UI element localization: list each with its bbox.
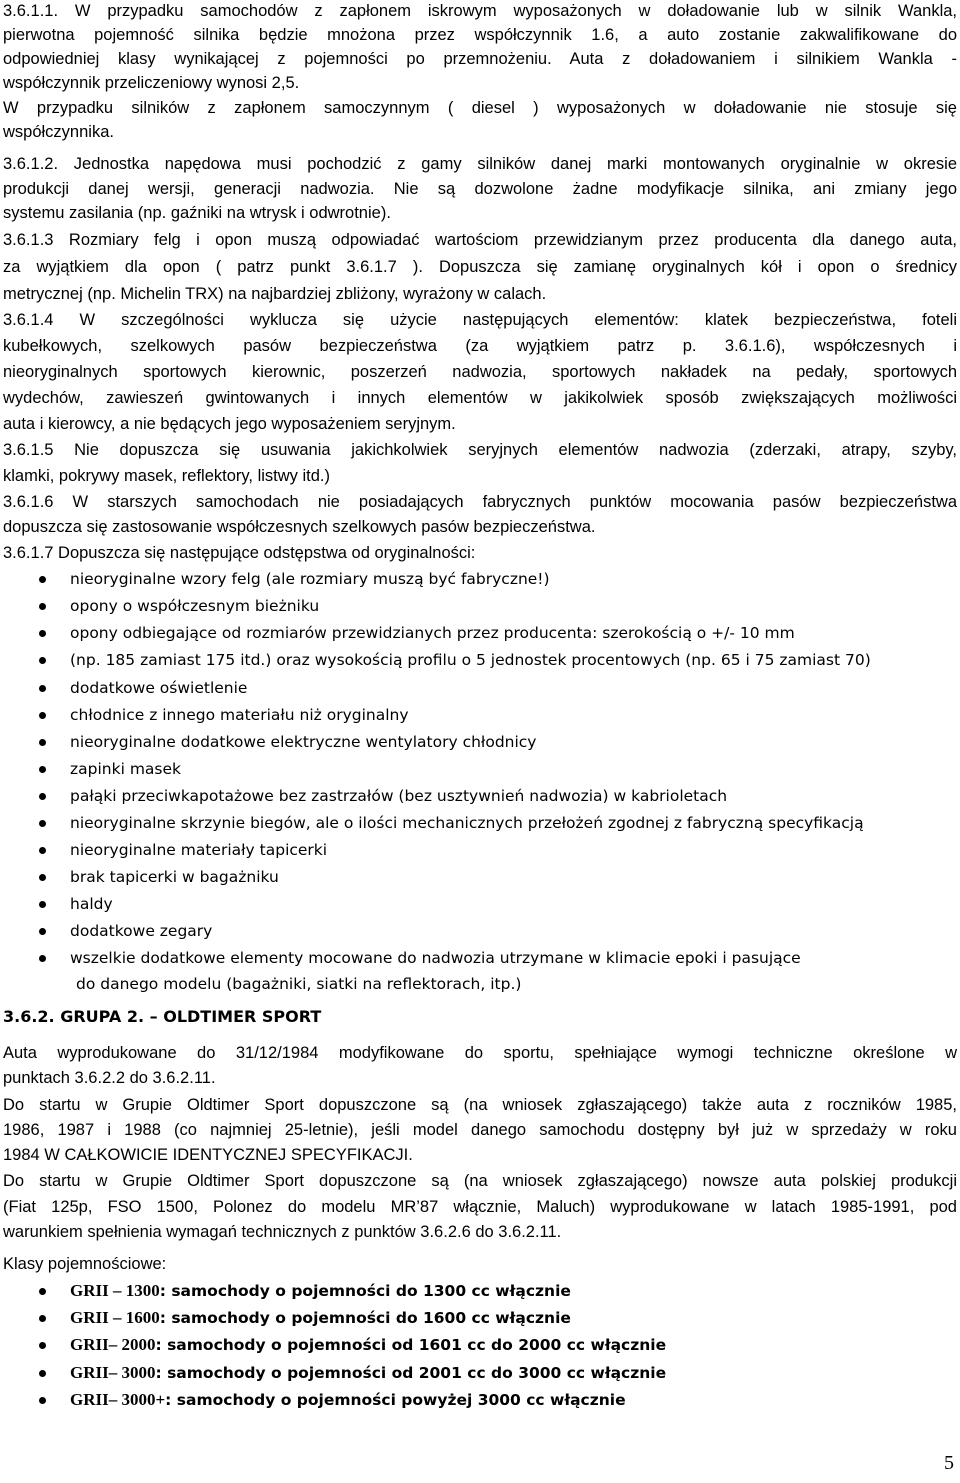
list-item-text: nieoryginalne skrzynie biegów, ale o ilości mechanicznych przełożeń zgodnej z fabryczną specyfikacją bbox=[70, 814, 864, 832]
paragraph-line: wydechów, zawieszeń gwintowanych i innych elementów w jakikolwiek sposób zwiększających możliwości bbox=[3, 389, 957, 407]
list-item-text: wszelkie dodatkowe elementy mocowane do nadwozia utrzymane w klimacie epoki i pasujące bbox=[70, 949, 801, 967]
bullet-icon bbox=[39, 603, 46, 610]
class-item-text bbox=[70, 1279, 571, 1303]
list-item bbox=[3, 594, 957, 618]
list-item bbox=[3, 892, 957, 916]
list-item-text: (np. 185 zamiast 175 itd.) oraz wysokością profilu o 5 jednostek procentowych (np. 65 i 75 zamiast 70) bbox=[70, 651, 871, 669]
class-description: : samochody o pojemności od 2001 cc do 3000 cc włącznie bbox=[155, 1364, 667, 1382]
class-item-text bbox=[70, 1361, 666, 1385]
class-item bbox=[3, 1388, 957, 1412]
paragraph-line: 3.6.1.7 Dopuszcza się następujące odstępstwa od oryginalności: bbox=[3, 544, 476, 562]
list-item-text: zapinki masek bbox=[70, 760, 181, 778]
list-item-text: dodatkowe zegary bbox=[70, 922, 213, 940]
bullet-icon bbox=[39, 1397, 46, 1404]
bullet-icon bbox=[39, 685, 46, 692]
list-item bbox=[3, 703, 957, 727]
class-code: GRII– 3000 bbox=[70, 1363, 156, 1382]
page-number: 5 bbox=[944, 1452, 954, 1474]
paragraph-line: Auta wyprodukowane do 31/12/1984 modyfikowane do sportu, spełniające wymogi techniczne określone w bbox=[3, 1044, 957, 1062]
class-code: GRII– 2000 bbox=[70, 1335, 156, 1354]
list-item bbox=[3, 621, 957, 645]
paragraph-line: 1984 W CAŁKOWICIE IDENTYCZNEJ SPECYFIKACJI. bbox=[3, 1146, 413, 1164]
bullet-icon bbox=[39, 1288, 46, 1295]
paragraph-line: 3.6.1.6 W starszych samochodach nie posiadających fabrycznych punktów mocowania pasów bezpieczeństwa bbox=[3, 493, 957, 511]
paragraph-line: warunkiem spełnienia wymagań technicznych z punktów 3.6.2.6 do 3.6.2.11. bbox=[3, 1223, 562, 1241]
paragraph-line: dopuszcza się zastosowanie współczesnych szelkowych pasów bezpieczeństwa. bbox=[3, 518, 596, 536]
paragraph-line: nieoryginalnych sportowych kierownic, poszerzeń nadwozia, sportowych nakładek na pedały, sportowych bbox=[3, 363, 957, 381]
bullet-icon bbox=[39, 766, 46, 773]
list-item-text: nieoryginalne wzory felg (ale rozmiary muszą być fabryczne!) bbox=[70, 570, 550, 588]
bullet-icon bbox=[39, 847, 46, 854]
bullet-icon bbox=[39, 793, 46, 800]
paragraph-line: odpowiedniej klasy wynikającej z pojemności po przemnożeniu. Auta z doładowaniem i silnikiem Wankla - bbox=[3, 50, 957, 68]
paragraph-line: 3.6.1.2. Jednostka napędowa musi pochodzić z gamy silników danej marki montowanych oryginalnie w okresie bbox=[3, 155, 957, 173]
bullet-icon bbox=[39, 901, 46, 908]
paragraph-line: auta i kierowcy, a nie będących jego wyposażeniem seryjnym. bbox=[3, 415, 456, 433]
list-item-text: brak tapicerki w bagażniku bbox=[70, 868, 279, 886]
paragraph-line: 3.6.1.4 W szczególności wyklucza się użycie następujących elementów: klatek bezpieczeństwa, foteli bbox=[3, 311, 957, 329]
paragraph-line: za wyjątkiem dla opon ( patrz punkt 3.6.1.7 ). Dopuszcza się zamianę oryginalnych kół i opon o średnicy bbox=[3, 258, 957, 276]
class-item bbox=[3, 1333, 957, 1357]
list-item-text: pałąki przeciwkapotażowe bez zastrzałów (bez usztywnień nadwozia) w kabrioletach bbox=[70, 787, 728, 805]
classes-heading: Klasy pojemnościowe: bbox=[3, 1255, 167, 1273]
list-item-text: nieoryginalne dodatkowe elektryczne wentylatory chłodnicy bbox=[70, 733, 537, 751]
class-description: : samochody o pojemności powyżej 3000 cc włącznie bbox=[165, 1391, 626, 1409]
list-item-text: opony odbiegające od rozmiarów przewidzianych przez producenta: szerokością o +/- 10 mm bbox=[70, 624, 795, 642]
class-description: : samochody o pojemności do 1600 cc włącznie bbox=[159, 1309, 571, 1327]
bullet-icon bbox=[39, 928, 46, 935]
bullet-icon bbox=[39, 657, 46, 664]
list-item-text: nieoryginalne materiały tapicerki bbox=[70, 841, 328, 859]
class-code: GRII– 3000+ bbox=[70, 1390, 166, 1409]
list-item-text: chłodnice z innego materiału niż oryginalny bbox=[70, 706, 409, 724]
list-item-text: dodatkowe oświetlenie bbox=[70, 679, 248, 697]
class-description: : samochody o pojemności do 1300 cc włącznie bbox=[159, 1282, 571, 1300]
paragraph-line: 3.6.1.3 Rozmiary felg i opon muszą odpowiadać wartościom przewidzianym przez producenta dla danego auta, bbox=[3, 231, 957, 249]
class-item bbox=[3, 1306, 957, 1330]
paragraph-line: punktach 3.6.2.2 do 3.6.2.11. bbox=[3, 1069, 216, 1087]
list-item bbox=[3, 784, 957, 808]
paragraph-line: kubełkowych, szelkowych pasów bezpieczeństwa (za wyjątkiem patrz p. 3.6.1.6), współczesnych i bbox=[3, 337, 957, 355]
bullet-icon bbox=[39, 712, 46, 719]
list-item bbox=[3, 730, 957, 754]
list-item bbox=[3, 946, 957, 970]
bullet-icon bbox=[39, 1370, 46, 1377]
bullet-icon bbox=[39, 820, 46, 827]
class-description: : samochody o pojemności od 1601 cc do 2000 cc włącznie bbox=[155, 1336, 667, 1354]
bullet-icon bbox=[39, 955, 46, 962]
class-item-text bbox=[70, 1388, 626, 1412]
paragraph-line: W przypadku silników z zapłonem samoczynnym ( diesel ) wyposażonych w doładowanie nie stosuje się bbox=[3, 99, 957, 117]
class-item-text bbox=[70, 1333, 666, 1357]
paragraph-line: współczynnika. bbox=[3, 123, 114, 141]
class-code: GRII – 1300 bbox=[70, 1281, 160, 1300]
class-code: GRII – 1600 bbox=[70, 1308, 160, 1327]
paragraph-line: współczynnik przeliczeniowy wynosi 2,5. bbox=[3, 74, 300, 92]
list-item bbox=[3, 567, 957, 591]
list-item bbox=[3, 648, 957, 672]
paragraph-line: pierwotna pojemność silnika będzie mnożona przez współczynnik 1.6, a auto zostanie zakwalifikowane do bbox=[3, 26, 957, 44]
bullet-icon bbox=[39, 1315, 46, 1322]
list-item bbox=[3, 838, 957, 862]
bullet-icon bbox=[39, 874, 46, 881]
list-item-text: do danego modelu (bagażniki, siatki na reflektorach, itp.) bbox=[76, 975, 522, 993]
list-item-text: haldy bbox=[70, 895, 113, 913]
bullet-icon bbox=[39, 576, 46, 583]
list-item bbox=[3, 676, 957, 700]
bullet-icon bbox=[39, 630, 46, 637]
paragraph-line: systemu zasilania (np. gaźniki na wtrysk i odwrotnie). bbox=[3, 204, 391, 222]
section-heading: 3.6.2. GRUPA 2. – OLDTIMER SPORT bbox=[3, 1007, 322, 1026]
class-item bbox=[3, 1279, 957, 1303]
list-item-text: opony o współczesnym bieżniku bbox=[70, 597, 320, 615]
paragraph-line: (Fiat 125p, FSO 1500, Polonez do modelu MR’87 włącznie, Maluch) wyprodukowane w latach 1985-1991, pod bbox=[3, 1198, 957, 1216]
bullet-icon bbox=[39, 1342, 46, 1349]
paragraph-line: 1986, 1987 i 1988 (co najmniej 25-letnie), jeśli model danego samochodu dostępny był już w sprzedaży w roku bbox=[3, 1121, 957, 1139]
paragraph-line: Do startu w Grupie Oldtimer Sport dopuszczone są (na wniosek zgłaszającego) nowsze auta polskiej produkcji bbox=[3, 1172, 957, 1190]
paragraph-line: metrycznej (np. Michelin TRX) na najbardziej zbliżony, wyrażony w calach. bbox=[3, 285, 547, 303]
list-item bbox=[3, 757, 957, 781]
bullet-icon bbox=[39, 739, 46, 746]
list-item bbox=[3, 865, 957, 889]
list-item bbox=[3, 811, 957, 835]
paragraph-line: 3.6.1.5 Nie dopuszcza się usuwania jakichkolwiek seryjnych elementów nadwozia (zderzaki, atrapy, szyby, bbox=[3, 441, 957, 459]
class-item bbox=[3, 1361, 957, 1385]
paragraph-line: klamki, pokrywy masek, reflektory, listwy itd.) bbox=[3, 467, 331, 485]
paragraph-line: produkcji danej wersji, generacji nadwozia. Nie są dozwolone żadne modyfikacje silnika, ani zmiany jego bbox=[3, 180, 957, 198]
class-item-text bbox=[70, 1306, 571, 1330]
list-item bbox=[3, 919, 957, 943]
list-item-continuation bbox=[3, 972, 957, 996]
paragraph-line: 3.6.1.1. W przypadku samochodów z zapłonem iskrowym wyposażonych w doładowanie lub w silnik Wankla, bbox=[3, 2, 957, 20]
paragraph-line: Do startu w Grupie Oldtimer Sport dopuszczone są (na wniosek zgłaszającego) także auta z roczników 1985, bbox=[3, 1096, 957, 1114]
